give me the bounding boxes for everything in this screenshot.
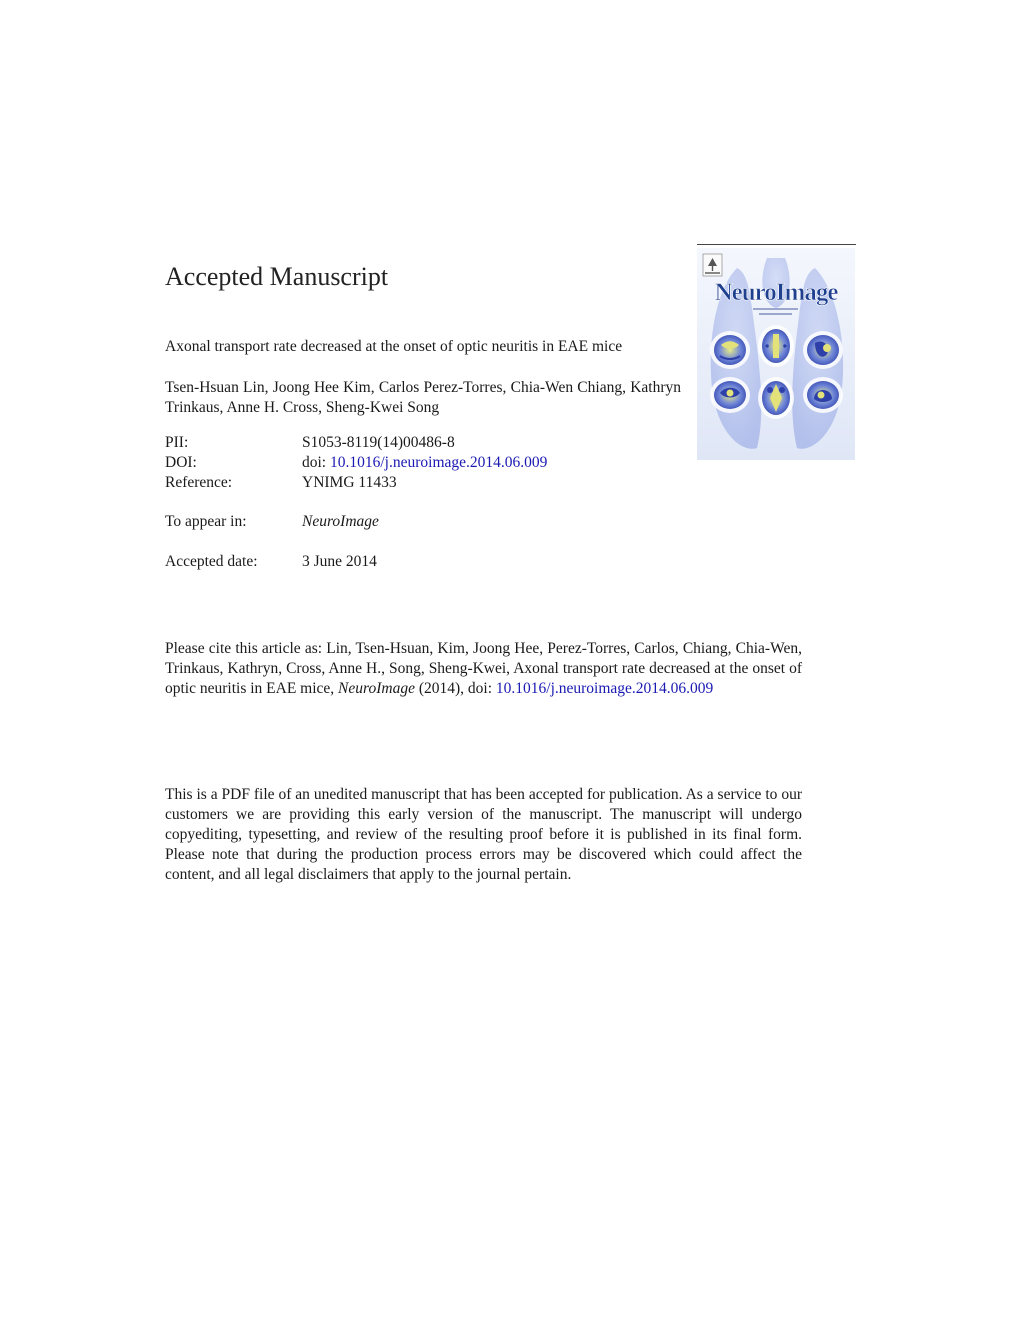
reference-label: Reference: — [165, 474, 233, 491]
accepted-date-value: 3 June 2014 — [302, 553, 377, 570]
cover-top-rule — [697, 244, 856, 245]
pii-value: S1053-8119(14)00486-8 — [302, 434, 455, 451]
pii-label: PII: — [165, 434, 189, 451]
citation-journal: NeuroImage — [338, 680, 415, 697]
doi-link[interactable]: 10.1016/j.neuroimage.2014.06.009 — [330, 454, 548, 471]
accepted-date-label: Accepted date: — [165, 553, 258, 570]
manuscript-notice: This is a PDF file of an unedited manuscript that has been accepted for publication. As a service to our customers we are providing this early version of the manuscript. The manuscript will undergo copyediting, typesetting, and review of the resulting proof before it is published in its final form. Please note that during the production process errors may be discovered which could affect the content, and all legal disclaimers that apply to the journal pertain. — [165, 786, 802, 883]
doi-label: DOI: — [165, 454, 197, 471]
article-title: Axonal transport rate decreased at the onset of optic neuritis in EAE mice — [165, 338, 623, 355]
citation-paragraph — [165, 639, 802, 699]
author-list: Tsen-Hsuan Lin, Joong Hee Kim, Carlos Perez-Torres, Chia-Wen Chiang, Kathryn Trinkaus, Anne H. Cross, Sheng-Kwei Song — [165, 379, 681, 416]
cover-journal-title: NeuroImage — [714, 279, 838, 306]
reference-value: YNIMG 11433 — [302, 474, 397, 491]
journal-cover-art — [697, 248, 855, 460]
citation-text: Please cite this article as: Lin, Tsen-Hsuan, Kim, Joong Hee, Perez-Torres, Carlos, Chiang, Chia-Wen, Trinkaus, Kathryn, Cross, Anne H., Song, Sheng-Kwei, Axonal transport rate decreased at the onset of optic neuritis in EAE mice, — [165, 640, 802, 697]
appear-in-value: NeuroImage — [302, 513, 379, 530]
elsevier-tree-logo — [703, 254, 722, 276]
citation-year-doi: (2014), doi: — [418, 680, 493, 697]
doi-value-wrap — [302, 454, 547, 472]
appear-in-label: To appear in: — [165, 513, 247, 530]
doi-prefix: doi: — [302, 454, 327, 471]
page-heading: Accepted Manuscript — [165, 262, 389, 291]
journal-cover — [697, 248, 855, 460]
citation-doi-link[interactable]: 10.1016/j.neuroimage.2014.06.009 — [495, 680, 714, 697]
